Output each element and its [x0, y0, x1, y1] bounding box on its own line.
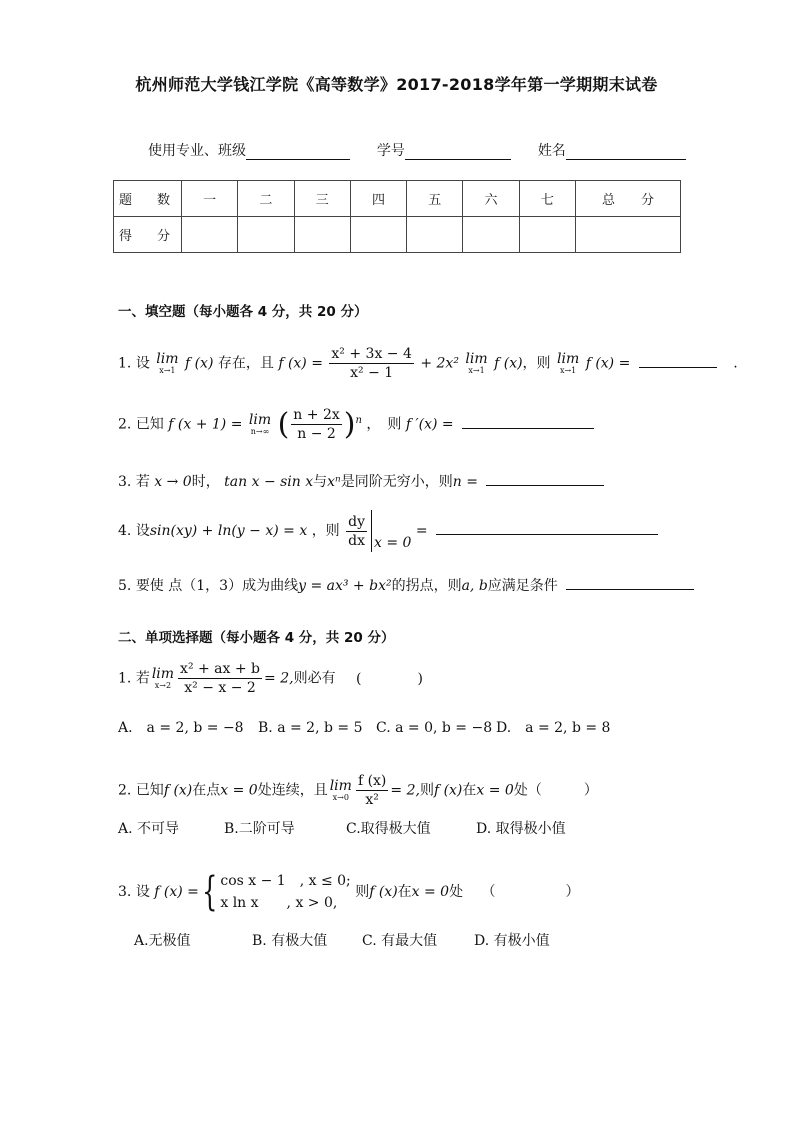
denominator: x² − 1 — [350, 365, 394, 381]
answer-blank[interactable] — [436, 520, 658, 535]
denominator: dx — [348, 532, 365, 549]
lim-subscript: x→0 — [332, 792, 349, 802]
lim-symbol: lim — [557, 350, 580, 367]
option-a[interactable]: A. a = 2, b = −8 — [118, 720, 244, 736]
question-text: 已知 — [135, 782, 164, 799]
score-cell[interactable] — [294, 217, 350, 253]
question-text: 是同阶无穷小，则 — [340, 474, 453, 490]
numerator: f (x) — [357, 773, 387, 789]
option-c[interactable]: C. a = 0, b = −8 — [376, 720, 493, 736]
score-cell[interactable] — [350, 217, 406, 253]
math-expr: f (x) — [433, 782, 463, 799]
name-field[interactable] — [566, 143, 686, 160]
limit-expr — [151, 665, 175, 690]
question-text: 则必有 — [293, 670, 336, 687]
header-cell: 题 数 — [114, 181, 182, 217]
lim-symbol: lim — [329, 777, 352, 794]
math-expr: sin(xy) + ln(y − x) = x — [149, 523, 308, 539]
s1-question-1 — [118, 345, 738, 382]
answer-blank[interactable] — [462, 414, 594, 429]
exam-title: 杭州师范大学钱江学院《高等数学》2017-2018学年第一学期期末试卷 — [135, 75, 658, 94]
math-expr: = 2, — [390, 782, 420, 799]
score-cell[interactable] — [182, 217, 238, 253]
math-expr: x = 0 — [220, 782, 258, 799]
denominator: x² — [365, 792, 379, 808]
score-cell[interactable] — [238, 217, 294, 253]
s1-question-2 — [118, 406, 594, 443]
answer-parentheses[interactable]: ( ) — [356, 670, 423, 687]
question-text: 在点 — [192, 782, 221, 799]
math-expr: n = — [452, 474, 478, 490]
math-expr: x → 0 — [154, 474, 192, 490]
question-text: . — [733, 355, 738, 372]
student-id-field[interactable] — [405, 143, 511, 160]
major-class-label: 使用专业、班级 — [148, 143, 246, 159]
question-text: 与 — [313, 474, 328, 490]
header-cell: 四 — [350, 181, 406, 217]
lim-subscript: x→1 — [559, 365, 577, 375]
math-expr: f (x + 1) = — [168, 416, 243, 433]
math-expr: f (x) = — [278, 355, 323, 372]
limit-expr — [465, 350, 488, 375]
case-2: x ln x , x > 0, — [220, 895, 338, 911]
s2-question-3 — [118, 870, 580, 914]
math-expr: f (x) = — [154, 884, 199, 900]
lim-symbol: lim — [151, 665, 175, 682]
left-paren: ( — [277, 407, 290, 442]
question-text: 设 — [135, 355, 150, 372]
math-expr: = 2, — [264, 670, 294, 687]
lim-subscript: x→1 — [468, 365, 485, 375]
answer-blank[interactable] — [639, 353, 717, 368]
exponent: n — [355, 414, 362, 426]
math-expr: f (x) — [494, 355, 523, 372]
answer-parentheses[interactable]: 处（ ） — [513, 782, 598, 799]
fraction — [329, 345, 413, 382]
question-number: 1. — [118, 355, 132, 372]
question-text: 设 — [135, 523, 150, 539]
limit-expr — [557, 350, 580, 375]
math-expr: x = 0 — [374, 535, 412, 551]
numerator: n + 2x — [293, 407, 340, 423]
info-line — [148, 140, 686, 160]
numerator: x² + ax + b — [180, 661, 261, 677]
numerator: dy — [348, 513, 366, 530]
question-text: 存在，且 — [217, 355, 274, 372]
math-expr: xⁿ — [327, 474, 341, 490]
denominator: n − 2 — [297, 426, 336, 442]
fraction — [356, 772, 388, 809]
header-cell: 二 — [238, 181, 294, 217]
question-text: ，则 — [311, 523, 340, 539]
header-cell: 五 — [407, 181, 463, 217]
s2-q2-options — [118, 818, 566, 838]
score-cell[interactable] — [463, 217, 519, 253]
question-number: 2. — [118, 416, 132, 433]
option-d[interactable]: D. a = 2, b = 8 — [496, 720, 611, 736]
limit-expr — [156, 350, 179, 375]
option-a[interactable]: A. 不可导 — [118, 821, 180, 837]
s2-question-1 — [118, 660, 423, 697]
question-text: ，则 — [522, 355, 551, 372]
question-text: 时， — [191, 474, 220, 490]
name-label: 姓名 — [537, 143, 566, 159]
lim-symbol: lim — [248, 411, 272, 428]
question-text: 在 — [397, 884, 412, 900]
math-expr: f (x) — [163, 782, 193, 799]
math-expr: f (x) — [369, 884, 398, 900]
score-cell[interactable] — [519, 217, 575, 253]
question-number: 3. — [118, 884, 132, 900]
answer-blank[interactable] — [566, 575, 694, 590]
math-expr: f ′(x) = — [405, 416, 454, 433]
question-text: 则 — [355, 884, 370, 900]
score-cell[interactable] — [576, 217, 681, 253]
option-a[interactable]: A.无极值 — [134, 933, 191, 949]
header-cell: 总 分 — [576, 181, 681, 217]
student-id-label: 学号 — [376, 143, 405, 159]
header-cell: 七 — [519, 181, 575, 217]
question-text: 若 — [135, 474, 150, 490]
evaluation-bar — [371, 510, 372, 552]
score-table-header-row — [114, 181, 681, 217]
option-d[interactable]: D. 有极小值 — [474, 933, 550, 949]
question-text: 若 — [135, 670, 150, 687]
score-table — [113, 180, 681, 253]
header-cell: 六 — [463, 181, 519, 217]
option-b[interactable]: B.二阶可导 — [224, 821, 295, 837]
question-text: 要使 点（1，3）成为曲线 — [135, 578, 299, 594]
s2-q1-options — [118, 717, 610, 737]
question-text: 的拐点，则 — [391, 578, 462, 594]
question-number: 2. — [118, 782, 132, 799]
math-expr: f (x) — [184, 355, 214, 372]
lim-subscript: x→2 — [154, 680, 172, 690]
math-expr: x = 0 — [411, 884, 450, 900]
answer-parentheses[interactable]: （ ） — [481, 884, 580, 900]
s1-question-4 — [118, 510, 658, 552]
case-1: cos x − 1 , x ≤ 0; — [220, 873, 351, 889]
option-c[interactable]: C.取得极大值 — [346, 821, 431, 837]
math-expr: = — [415, 523, 428, 539]
question-text: 则 — [419, 782, 434, 799]
lim-subscript: x→1 — [159, 365, 176, 375]
question-number: 3. — [118, 474, 132, 490]
derivative-fraction — [346, 513, 367, 550]
question-text: 已知 — [135, 416, 164, 433]
question-number: 4. — [118, 523, 132, 539]
question-text: 应满足条件 — [487, 578, 558, 594]
math-expr: + 2x² — [420, 355, 459, 372]
s1-question-5 — [118, 575, 694, 595]
limit-expr — [248, 411, 272, 436]
option-d[interactable]: D. 取得极小值 — [476, 821, 566, 837]
piecewise-cases — [220, 870, 350, 914]
s2-q3-options — [134, 930, 550, 950]
header-cell: 三 — [294, 181, 350, 217]
lim-symbol: lim — [465, 350, 488, 367]
question-text: 处连续，且 — [257, 782, 328, 799]
lim-symbol: lim — [156, 350, 179, 367]
option-c[interactable]: C. 有最大值 — [362, 933, 438, 949]
question-number: 1. — [118, 670, 132, 687]
fraction — [178, 660, 262, 697]
score-row-label: 得 分 — [114, 217, 182, 253]
question-text: 在 — [462, 782, 477, 799]
math-expr: a, b — [461, 578, 488, 594]
s1-question-3 — [118, 471, 604, 491]
left-brace: { — [201, 869, 218, 915]
major-class-field[interactable] — [246, 143, 350, 160]
math-expr: x = 0 — [476, 782, 514, 799]
right-paren: ) — [343, 407, 356, 442]
math-expr: f (x) = — [585, 355, 631, 372]
math-expr: tan x − sin x — [224, 474, 314, 490]
score-cell[interactable] — [407, 217, 463, 253]
option-b[interactable]: B. 有极大值 — [252, 933, 328, 949]
numerator: x² + 3x − 4 — [331, 346, 412, 362]
section1-title: 一、填空题（每小题各 4 分，共 20 分） — [118, 304, 368, 320]
question-text: ， 则 — [366, 416, 402, 433]
lim-subscript: n→∞ — [250, 426, 270, 436]
section2-title: 二、单项选择题（每小题各 4 分，共 20 分） — [118, 630, 395, 646]
s2-question-2 — [118, 772, 598, 809]
question-text: 处 — [449, 884, 464, 900]
score-table-score-row — [114, 217, 681, 253]
option-b[interactable]: B. a = 2, b = 5 — [258, 720, 363, 736]
limit-expr — [329, 777, 352, 802]
question-text: 设 — [135, 884, 150, 900]
fraction — [291, 406, 341, 443]
math-expr: y = ax³ + bx² — [298, 578, 392, 594]
question-number: 5. — [118, 578, 132, 594]
header-cell: 一 — [182, 181, 238, 217]
answer-blank[interactable] — [486, 471, 604, 486]
denominator: x² − x − 2 — [184, 680, 256, 696]
